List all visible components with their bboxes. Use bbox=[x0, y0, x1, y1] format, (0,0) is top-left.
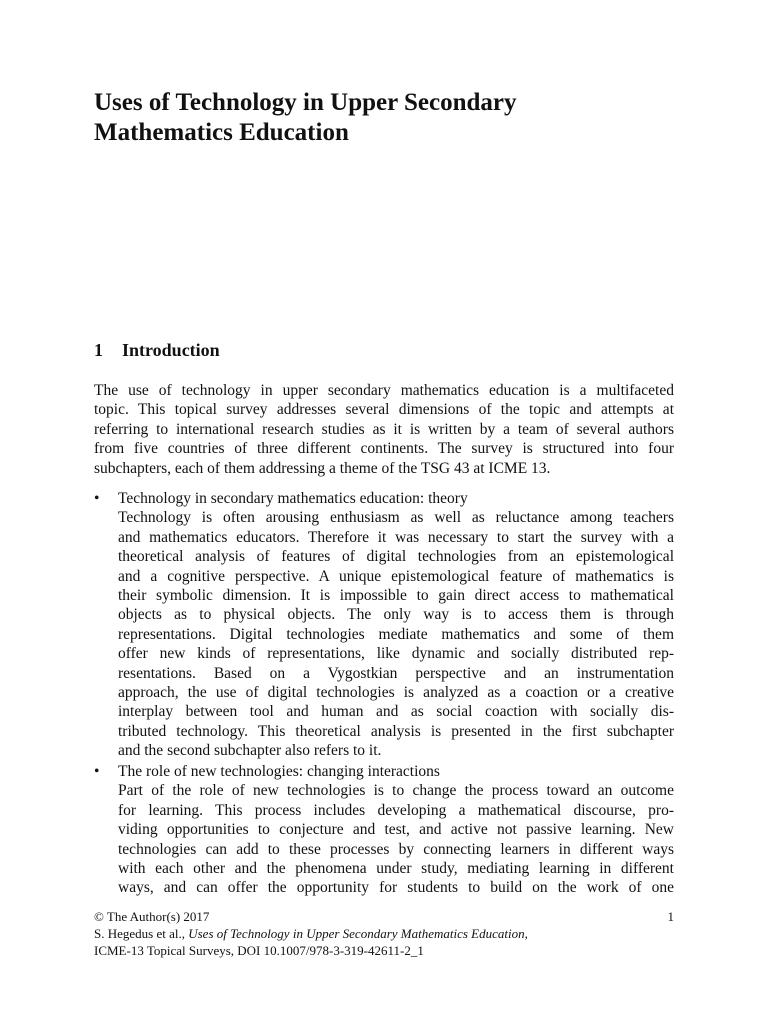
bullet-line: approach, the use of digital technologies is analyzed as a coaction or a creative bbox=[118, 683, 674, 701]
bullet-body bbox=[118, 489, 674, 760]
bullet-line: and mathematics educators. Therefore it was necessary to start the survey with a bbox=[118, 528, 674, 546]
series-doi-line: ICME-13 Topical Surveys, DOI 10.1007/978-3-319-42611-2_1 bbox=[94, 943, 424, 958]
bullet-line: theoretical analysis of features of digital technologies from an epistemological bbox=[118, 548, 674, 566]
bullet-line: representations. Digital technologies mediate mathematics and some of them bbox=[118, 625, 674, 643]
citation-title: Uses of Technology in Upper Secondary Mathematics Education bbox=[188, 926, 525, 941]
section-title: Introduction bbox=[122, 340, 220, 360]
intro-line: referring to international research studies as it is written by a team of several authors bbox=[94, 420, 674, 438]
bullet-icon: • bbox=[94, 490, 100, 507]
page-title bbox=[94, 88, 694, 148]
citation-line bbox=[94, 925, 674, 942]
intro-line: topic. This topical survey addresses several dimensions of the topic and attempts at bbox=[94, 401, 674, 419]
bullet-body bbox=[118, 762, 674, 898]
bullet-line: offer new kinds of representations, like dynamic and socially distributed rep- bbox=[118, 645, 674, 663]
title-line-2: Mathematics Education bbox=[94, 119, 349, 146]
page-number: 1 bbox=[667, 909, 674, 924]
bullet-line: viding opportunities to conjecture and test, and active not passive learning. New bbox=[118, 821, 674, 839]
intro-line: from five countries of three different continents. The survey is structured into four bbox=[94, 440, 674, 458]
bullet-line: and a cognitive perspective. A unique epistemological feature of mathematics is bbox=[118, 567, 674, 585]
section-number: 1 bbox=[94, 340, 103, 360]
citation-comma: , bbox=[524, 926, 528, 941]
title-line-1: Uses of Technology in Upper Secondary bbox=[94, 89, 517, 116]
bullet-line: technologies can add to these processes by connecting learners in different ways bbox=[118, 840, 674, 858]
bullet-heading: The role of new technologies: changing interactions bbox=[118, 763, 440, 780]
bullet-line: Technology is often arousing enthusiasm as well as reluctance among teachers bbox=[118, 509, 674, 527]
bullet-line: and the second subchapter also refers to it. bbox=[118, 742, 382, 760]
bullet-line: for learning. This process includes developing a mathematical discourse, pro- bbox=[118, 801, 674, 819]
bullet-line: Part of the role of new technologies is to change the process toward an outcome bbox=[118, 782, 674, 800]
bullet-line: objects as to physical objects. The only way is to access them is through bbox=[118, 606, 674, 624]
intro-paragraph bbox=[94, 381, 674, 478]
bullet-item-theory bbox=[94, 489, 674, 760]
intro-line: subchapters, each of them addressing a theme of the TSG 43 at ICME 13. bbox=[94, 459, 551, 477]
page-footer bbox=[94, 908, 674, 959]
bullet-line: their symbolic dimension. It is impossible to gain direct access to mathematical bbox=[118, 586, 674, 604]
copyright-line: © The Author(s) 2017 bbox=[94, 909, 210, 924]
bullet-line: resentations. Based on a Vygostkian perspective and an instrumentation bbox=[118, 664, 674, 682]
bullet-item-interactions bbox=[94, 762, 674, 898]
bullet-line: interplay between tool and human and as social coaction with socially dis- bbox=[118, 703, 674, 721]
bullet-line: with each other and the phenomena under study, mediating learning in different bbox=[118, 859, 674, 877]
intro-line: The use of technology in upper secondary mathematics education is a multifaceted bbox=[94, 382, 674, 399]
bullet-line: ways, and can offer the opportunity for students to build on the work of one bbox=[118, 879, 674, 897]
section-heading bbox=[94, 340, 220, 361]
bullet-icon: • bbox=[94, 763, 100, 780]
bullet-heading: Technology in secondary mathematics education: theory bbox=[118, 490, 468, 507]
bullet-line: tributed technology. This theoretical analysis is presented in the first subchapter bbox=[118, 722, 674, 740]
citation-authors: S. Hegedus et al., bbox=[94, 926, 189, 941]
